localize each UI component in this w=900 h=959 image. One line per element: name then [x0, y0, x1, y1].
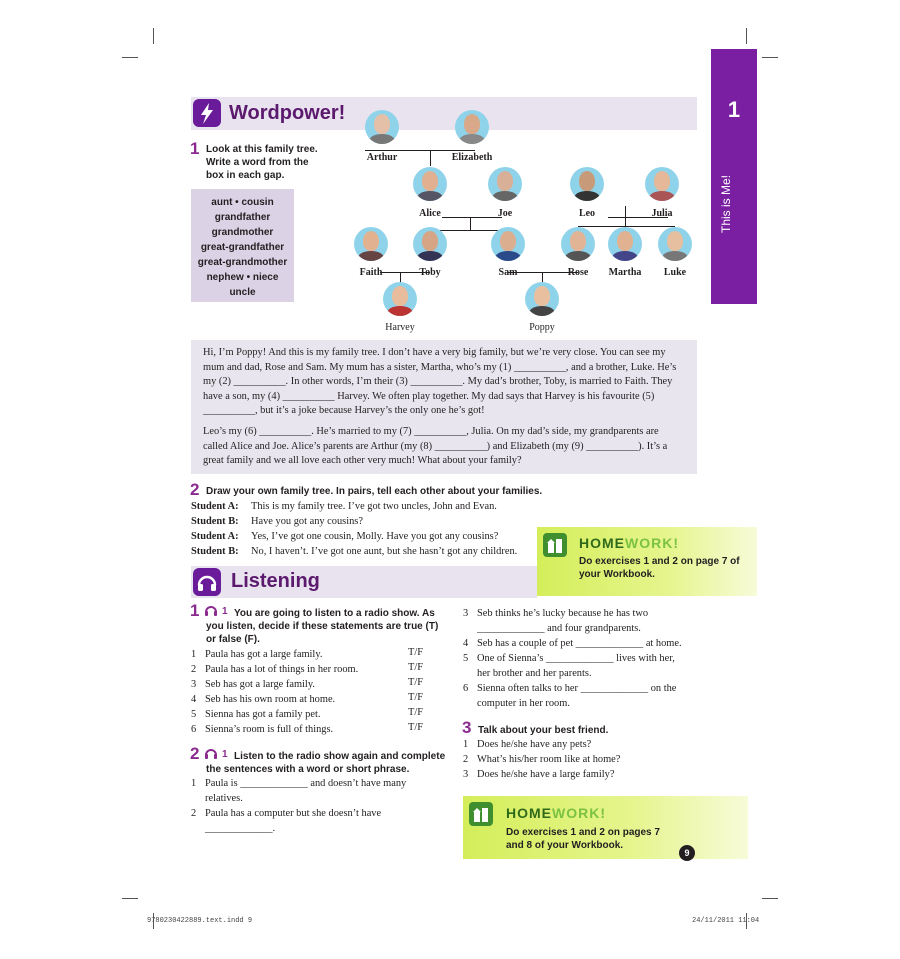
exercise-instruction: Listen to the radio show again and complete the sentences with a word or short phrase.	[206, 751, 446, 775]
item-text: One of Sienna’s _____________ lives with her,	[477, 653, 675, 664]
item-text: Sienna’s room is full of things.	[205, 724, 334, 735]
item-number: 3	[191, 679, 197, 690]
homework-title	[506, 805, 606, 821]
list-item	[191, 692, 441, 707]
portrait-joe	[488, 167, 522, 201]
item-text: Does he/she have a large family?	[477, 769, 615, 780]
item-text: Seb thinks he’s lucky because he has two	[477, 608, 649, 619]
unit-side-tab	[711, 49, 757, 304]
exercise-number: 1	[190, 601, 200, 620]
word-box-item: nephew • niece	[206, 272, 279, 283]
word-box-item: uncle	[229, 287, 256, 298]
name-alice: Alice	[419, 208, 441, 219]
item-text: Paula has got a large family.	[205, 649, 323, 660]
exercise-instruction: Draw your own family tree. In pairs, tell each other about your families.	[206, 486, 543, 497]
name-martha: Martha	[608, 267, 642, 278]
crop-mark	[153, 28, 154, 44]
word-box-item: aunt • cousin	[211, 197, 274, 208]
speech: Yes, I’ve got one cousin, Molly. Have you got any cousins?	[251, 531, 499, 542]
list-item	[191, 662, 441, 677]
tree-connector	[470, 217, 471, 230]
speech: No, I haven’t. I’ve got one aunt, but she hasn’t got any children.	[251, 546, 518, 557]
portrait-harvey	[383, 282, 417, 316]
word-box-item: grandfather	[214, 212, 271, 223]
name-arthur: Arthur	[366, 152, 398, 163]
house-icon	[469, 802, 493, 826]
speech: This is my family tree. I’ve got two uncles, John and Evan.	[251, 501, 497, 512]
item-number: 1	[191, 778, 197, 789]
portrait-faith	[354, 227, 388, 261]
exercise-instruction: Look at this family tree. Write a word from the box in each gap.	[206, 144, 318, 181]
portrait-elizabeth	[455, 110, 489, 144]
house-icon	[543, 533, 567, 557]
item-number: 3	[463, 608, 469, 619]
item-number: 5	[191, 709, 197, 720]
crop-mark	[122, 898, 138, 899]
homework-text: Do exercises 1 and 2 on pages 7 and 8 of your Workbook.	[506, 827, 660, 851]
item-number: 5	[463, 653, 469, 664]
unit-number: 1	[727, 97, 741, 122]
portrait-sam	[491, 227, 525, 261]
name-faith: Faith	[359, 267, 383, 278]
item-text: What’s his/her room like at home?	[477, 754, 621, 765]
dialogue-line	[191, 499, 551, 514]
true-false-option: T/F	[408, 692, 424, 703]
passage-paragraph: Leo’s my (6) __________. He’s married to my (7) __________, Julia. On my dad’s side, my grandparents are called Alice and Joe. Alice’s parents are Arthur (my (8) __________) and Elizabeth (my (9) __________). It’s a great family and we all love each other very much! What about your family?	[203, 425, 668, 467]
list-item	[191, 647, 441, 662]
name-julia: Julia	[651, 208, 673, 219]
list-item	[191, 722, 441, 737]
list-item	[191, 707, 441, 722]
section-title-listening: Listening	[231, 570, 320, 592]
item-text: Paula has a lot of things in her room.	[205, 664, 359, 675]
print-footer-date: 24/11/2011 11:04	[692, 917, 760, 925]
list-item	[463, 767, 713, 782]
homework-box	[537, 527, 757, 596]
crop-mark	[122, 57, 138, 58]
track-number: 1	[222, 749, 228, 760]
word-box-item: grandmother	[211, 227, 274, 238]
discussion-list	[463, 737, 713, 782]
exercise-instruction: Talk about your best friend.	[478, 725, 609, 736]
exercise-number: 2	[190, 480, 200, 499]
item-text: Does he/she have any pets?	[477, 739, 592, 750]
tree-connector	[430, 150, 431, 166]
item-number: 2	[463, 754, 469, 765]
name-rose: Rose	[567, 267, 589, 278]
crop-mark	[762, 898, 778, 899]
name-joe: Joe	[497, 208, 513, 219]
item-number: 4	[191, 694, 197, 705]
homework-title-home: HOME	[579, 535, 625, 551]
section-title-wordpower: Wordpower!	[229, 102, 346, 124]
crop-mark	[746, 28, 747, 44]
exercise-instruction: You are going to listen to a radio show. As you listen, decide if these statements are true (T) or false (F).	[206, 608, 439, 645]
homework-title-home: HOME	[506, 805, 552, 821]
print-footer-file: 9780230422889.text.indd 9	[147, 917, 253, 925]
true-false-option: T/F	[408, 647, 424, 658]
tree-connector	[365, 150, 475, 151]
item-text: Paula has a computer but she doesn’t have	[205, 808, 382, 819]
list-item	[191, 776, 451, 806]
item-number: 1	[191, 649, 197, 660]
item-text: _____________ and four grandparents.	[477, 623, 641, 634]
item-number: 1	[463, 739, 469, 750]
list-item	[191, 677, 441, 692]
exercise-number: 3	[462, 718, 472, 737]
list-item	[463, 752, 713, 767]
list-item	[463, 636, 713, 651]
portrait-poppy	[525, 282, 559, 316]
item-number: 6	[191, 724, 197, 735]
word-box-item: great-grandfather	[200, 242, 285, 253]
item-text: Sienna often talks to her _____________ on the	[477, 683, 677, 694]
item-text: Paula is _____________ and doesn’t have many	[205, 778, 407, 789]
word-box-item: great-grandmother	[197, 257, 288, 268]
speaker: Student B:	[191, 516, 239, 527]
item-number: 4	[463, 638, 469, 649]
true-false-option: T/F	[408, 707, 424, 718]
true-false-option: T/F	[408, 722, 424, 733]
passage-paragraph: Hi, I’m Poppy! And this is my family tree. I don’t have a very big family, but we’re very close. You can see my mum and dad, Rose and Sam. My mum has a sister, Martha, who’s my (1) __________, and a brother, Luke. He’s my (2) __________. In other words, I’m their (3) __________. My dad’s brother, Toby, is married to Faith. They have a son, my (4) __________ Harvey. We often play together. My dad says that Harvey is his favourite (5) __________, but it’s a joke because Harvey’s the only one he’s got!	[203, 347, 677, 417]
completion-list-continued	[463, 606, 713, 711]
portrait-leo	[570, 167, 604, 201]
example-dialogue	[191, 499, 551, 559]
speaker: Student A:	[191, 531, 239, 542]
homework-box	[463, 796, 748, 859]
portrait-arthur	[365, 110, 399, 144]
speaker: Student B:	[191, 546, 239, 557]
family-tree	[330, 100, 700, 340]
item-number: 2	[191, 808, 197, 819]
homework-title-work: WORK!	[625, 535, 679, 551]
portrait-toby	[413, 227, 447, 261]
list-item	[463, 737, 713, 752]
portrait-martha	[608, 227, 642, 261]
name-toby: Toby	[419, 267, 441, 278]
true-false-option: T/F	[408, 662, 424, 673]
name-harvey: Harvey	[385, 322, 415, 333]
true-false-list	[191, 647, 441, 737]
item-text: her brother and her parents.	[477, 668, 592, 679]
name-poppy: Poppy	[529, 322, 555, 333]
track-number: 1	[222, 606, 228, 617]
item-text: Sienna has got a family pet.	[205, 709, 321, 720]
dialogue-line	[191, 529, 551, 544]
portrait-rose	[561, 227, 595, 261]
portrait-julia	[645, 167, 679, 201]
list-item	[463, 606, 713, 636]
name-elizabeth: Elizabeth	[451, 152, 493, 163]
speaker: Student A:	[191, 501, 239, 512]
list-item	[463, 651, 713, 681]
unit-title: This is Me!	[719, 174, 733, 233]
item-text: _____________.	[205, 823, 276, 834]
lightning-icon	[193, 99, 221, 127]
portrait-luke	[658, 227, 692, 261]
dialogue-line	[191, 544, 551, 559]
exercise-number: 2	[190, 744, 200, 763]
reading-passage	[191, 340, 697, 474]
item-text: relatives.	[205, 793, 243, 804]
portrait-alice	[413, 167, 447, 201]
page-number: 9	[679, 845, 695, 861]
headphones-icon	[193, 568, 221, 596]
completion-list	[191, 776, 451, 836]
name-sam: Sam	[498, 267, 518, 278]
true-false-option: T/F	[408, 677, 424, 688]
word-box	[191, 189, 294, 302]
item-text: Seb has a couple of pet _____________ at home.	[477, 638, 682, 649]
dialogue-line	[191, 514, 551, 529]
item-number: 2	[191, 664, 197, 675]
name-leo: Leo	[578, 208, 596, 219]
homework-text: Do exercises 1 and 2 on page 7 of your Workbook.	[579, 556, 740, 580]
item-number: 6	[463, 683, 469, 694]
item-text: computer in her room.	[477, 698, 570, 709]
item-text: Seb has his own room at home.	[205, 694, 336, 705]
homework-title-work: WORK!	[552, 805, 606, 821]
exercise-number: 1	[190, 139, 200, 158]
list-item	[191, 806, 451, 836]
homework-title	[579, 535, 679, 551]
item-text: Seb has got a large family.	[205, 679, 315, 690]
item-number: 3	[463, 769, 469, 780]
crop-mark	[762, 57, 778, 58]
name-luke: Luke	[663, 267, 687, 278]
list-item	[463, 681, 713, 711]
speech: Have you got any cousins?	[251, 516, 363, 527]
